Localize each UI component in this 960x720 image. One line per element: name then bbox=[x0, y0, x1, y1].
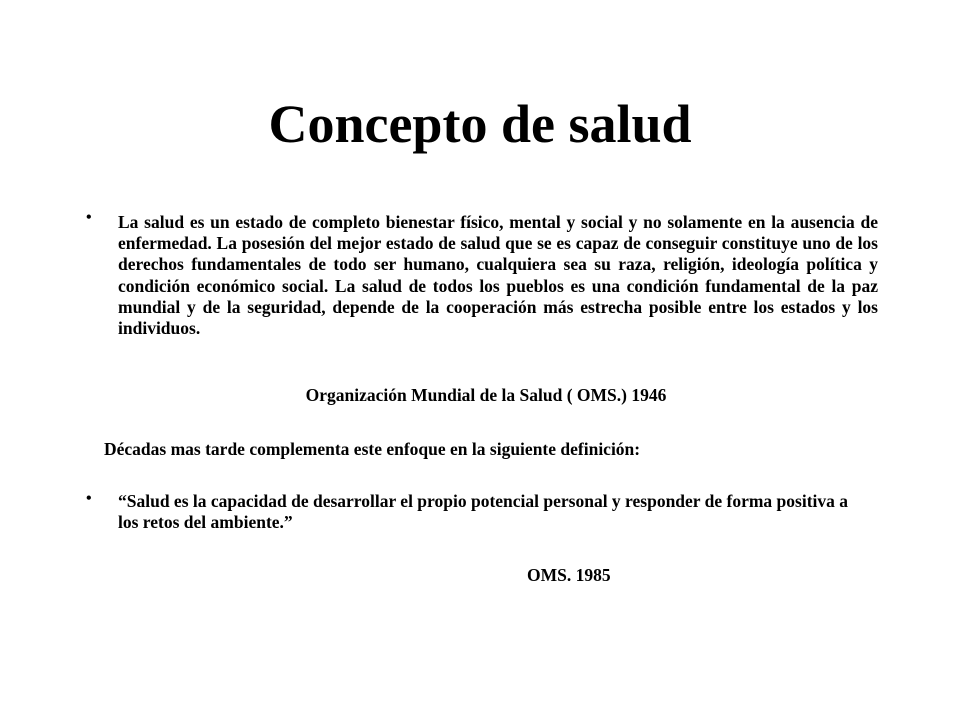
attribution-oms-1985: OMS. 1985 bbox=[527, 565, 611, 585]
slide-title: Concepto de salud bbox=[268, 94, 692, 154]
definition-paragraph-2: “Salud es la capacidad de desarrollar el propio potencial personal y responder de forma positiva a los retos del ambiente.” bbox=[118, 491, 849, 533]
intro-text: Décadas mas tarde complementa este enfoque en la siguiente definición: bbox=[104, 439, 641, 459]
definition-paragraph-1: La salud es un estado de completo bienestar físico, mental y social y no solamente en la ausencia de enfermedad. La posesión del mejor estado de salud que se es capaz de conseguir constituye uno de los derechos fundamentales de todo ser humano, cualquiera sea su raza, religión, ideología política y condición económico social. La salud de todos los pueblos es una condición fundamental de la paz mundial y de la seguridad, depende de la cooperación más estrecha posible entre los estados y los individuos. bbox=[118, 212, 878, 339]
bullet-dot-1: • bbox=[86, 209, 92, 226]
attribution-oms-1946: Organización Mundial de la Salud ( OMS.) 1946 bbox=[305, 385, 667, 405]
bullet-dot-2: • bbox=[86, 490, 92, 507]
